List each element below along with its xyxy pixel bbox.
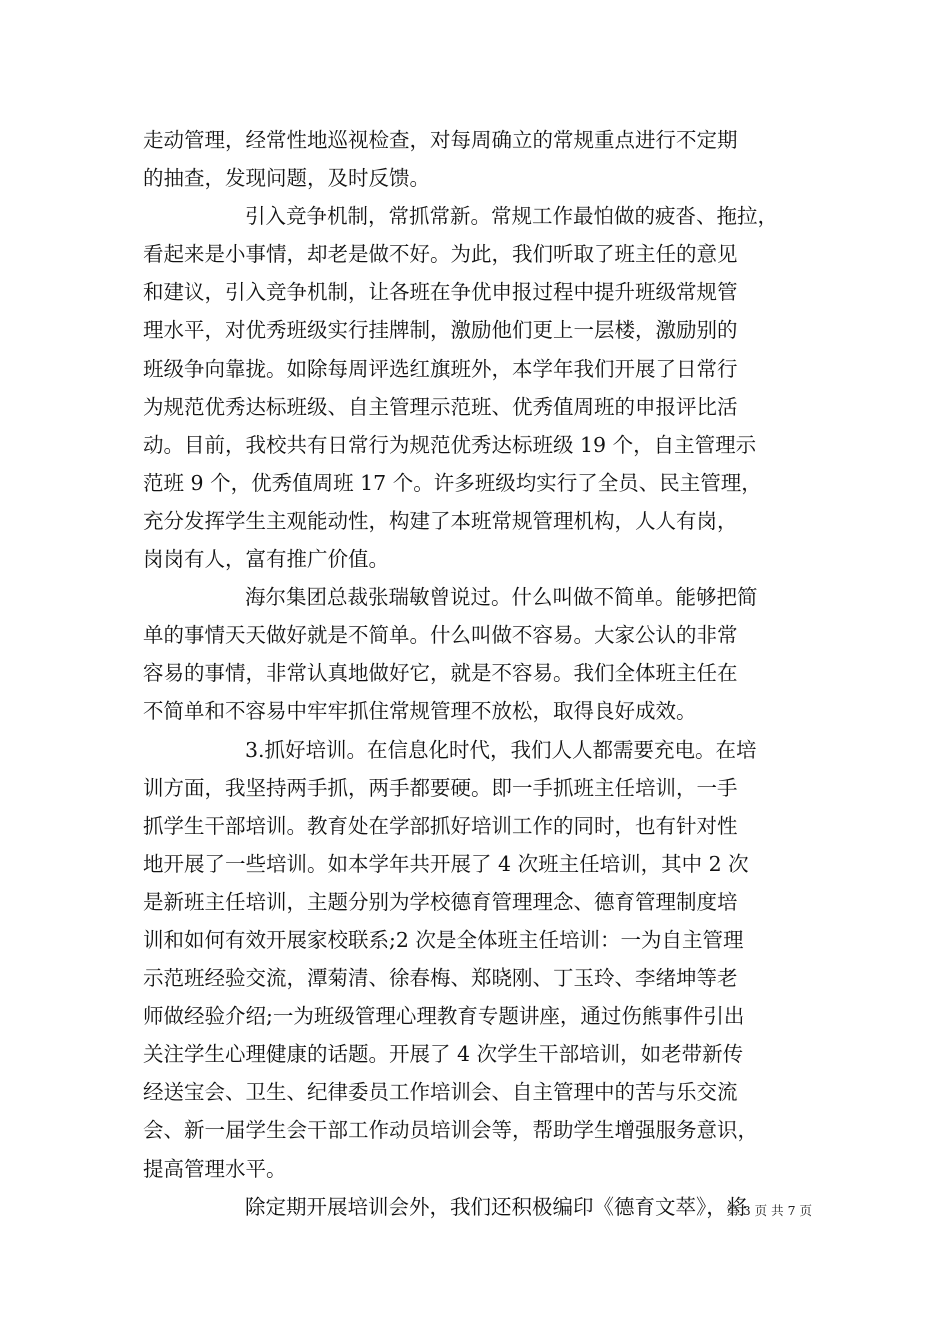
text-line: 提高管理水平。 — [143, 1156, 287, 1181]
text-line: 充分发挥学生主观能动性，构建了本班常规管理机构，人人有岗， — [143, 508, 738, 533]
text-line: 关注学生心理健康的话题。开展了 4 次学生干部培训，如老带新传 — [143, 1042, 744, 1067]
text-line: 和建议，引入竞争机制，让各班在争优申报过程中提升班级常规管 — [143, 280, 738, 305]
page-footer: 第 3 页 共 7 页 — [726, 1203, 812, 1218]
text-line: 海尔集团总裁张瑞敏曾说过。什么叫做不简单。能够把简 — [245, 585, 758, 610]
text-line: 经送宝会、卫生、纪律委员工作培训会、自主管理中的苦与乐交流 — [143, 1080, 738, 1105]
text-line: 班级争向靠拢。如除每周评选红旗班外，本学年我们开展了日常行 — [143, 356, 738, 381]
text-line: 3.抓好培训。在信息化时代，我们人人都需要充电。在培 — [245, 737, 757, 762]
text-line: 会、新一届学生会干部工作动员培训会等，帮助学生增强服务意识， — [143, 1118, 758, 1143]
document-body — [143, 121, 813, 1226]
text-line: 单的事情天天做好就是不简单。什么叫做不容易。大家公认的非常 — [143, 623, 738, 648]
text-line: 动。目前，我校共有日常行为规范优秀达标班级 19 个，自主管理示 — [143, 432, 757, 457]
text-line: 岗岗有人，富有推广价值。 — [143, 547, 389, 572]
text-line: 训方面，我坚持两手抓，两手都要硬。即一手抓班主任培训，一手 — [143, 775, 738, 800]
text-line: 的抽查，发现问题，及时反馈。 — [143, 166, 430, 191]
text-line: 看起来是小事情，却老是做不好。为此，我们听取了班主任的意见 — [143, 242, 738, 267]
text-line: 地开展了一些培训。如本学年共开展了 4 次班主任培训，其中 2 次 — [143, 851, 749, 876]
text-line: 理水平，对优秀班级实行挂牌制，激励他们更上一层楼，激励别的 — [143, 318, 738, 343]
text-line: 除定期开展培训会外，我们还积极编印《德育文萃》，将 — [245, 1194, 748, 1219]
text-line: 不简单和不容易中牢牢抓住常规管理不放松，取得良好成效。 — [143, 699, 697, 724]
text-line: 抓学生干部培训。教育处在学部抓好培训工作的同时，也有针对性 — [143, 813, 738, 838]
text-line: 走动管理，经常性地巡视检查，对每周确立的常规重点进行不定期 — [143, 128, 738, 152]
text-line: 引入竞争机制，常抓常新。常规工作最怕做的疲沓、拖拉， — [245, 204, 778, 229]
text-line: 为规范优秀达标班级、自主管理示范班、优秀值周班的申报评比活 — [143, 394, 738, 419]
text-line: 容易的事情，非常认真地做好它，就是不容易。我们全体班主任在 — [143, 661, 738, 686]
text-line: 是新班主任培训，主题分别为学校德育管理理念、德育管理制度培 — [143, 889, 738, 914]
text-line: 示范班经验交流，潭菊清、徐春梅、郑晓刚、丁玉玲、李绪坤等老 — [143, 966, 738, 991]
text-line: 训和如何有效开展家校联系;2 次是全体班主任培训：一为自主管理 — [143, 927, 744, 952]
text-line: 师做经验介绍;一为班级管理心理教育专题讲座，通过伤熊事件引出 — [143, 1004, 745, 1029]
text-line: 范班 9 个，优秀值周班 17 个。许多班级均实行了全员、民主管理， — [143, 470, 762, 495]
